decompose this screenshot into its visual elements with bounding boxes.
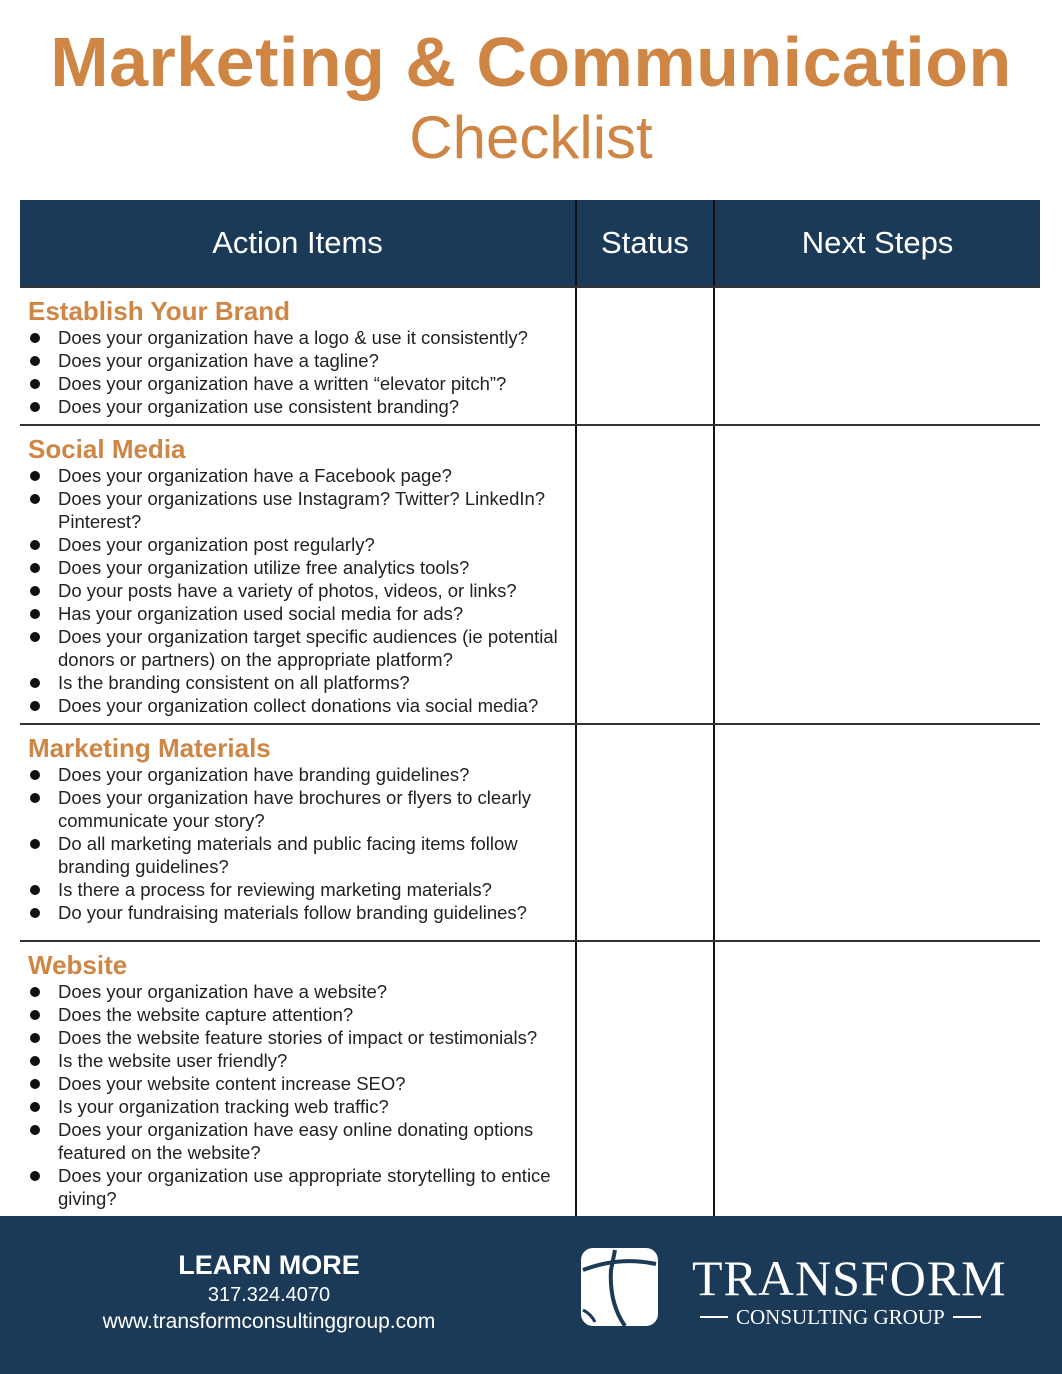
list-item [28, 901, 575, 924]
next-steps-cell[interactable] [715, 426, 1040, 723]
bullet-icon [30, 586, 40, 596]
list-item [28, 602, 575, 625]
footer [0, 1216, 1062, 1374]
logo-rule [953, 1316, 981, 1318]
checklist-table [20, 200, 1040, 1216]
item-text: Does your organization utilize free analytics tools? [58, 557, 470, 578]
logo-rule [700, 1316, 728, 1318]
section-heading: Social Media [28, 434, 186, 464]
list-item [28, 1049, 575, 1072]
logo-name: TRANSFORM [692, 1250, 1007, 1306]
item-list [28, 980, 575, 1210]
status-cell[interactable] [577, 426, 715, 723]
next-steps-cell[interactable] [715, 725, 1040, 940]
bullet-icon [30, 885, 40, 895]
item-text: Does your organization have a Facebook page? [58, 465, 452, 486]
bullet-icon [30, 1010, 40, 1020]
list-item [28, 1118, 575, 1164]
bullet-icon [30, 609, 40, 619]
item-text: Does your organization have brochures or flyers to clearly communicate your story? [58, 787, 532, 831]
page-subtitle: Checklist [409, 104, 653, 171]
list-item [28, 1072, 575, 1095]
header-next-steps: Next Steps [801, 225, 954, 260]
list-item [28, 395, 575, 418]
item-text: Does your organization collect donations via social media? [58, 695, 539, 716]
list-item [28, 1026, 575, 1049]
status-cell[interactable] [577, 725, 715, 940]
item-text: Do your posts have a variety of photos, videos, or links? [58, 580, 517, 601]
bullet-icon [30, 678, 40, 688]
list-item [28, 671, 575, 694]
item-text: Does your organization target specific audiences (ie potential donors or partners) on the appropriate platform? [58, 626, 558, 670]
item-text: Do your fundraising materials follow branding guidelines? [58, 902, 527, 923]
item-text: Does your organization have branding guidelines? [58, 764, 470, 785]
section-row [20, 286, 1040, 424]
phone-number: 317.324.4070 [207, 1284, 331, 1306]
action-items-cell [20, 942, 577, 1216]
transform-logo-icon [581, 1248, 658, 1326]
bullet-icon [30, 793, 40, 803]
bullet-icon [30, 908, 40, 918]
list-item [28, 1164, 575, 1210]
logo-subtitle: CONSULTING GROUP [736, 1305, 945, 1329]
item-text: Is the website user friendly? [58, 1050, 288, 1071]
item-text: Does your organization have a tagline? [58, 350, 379, 371]
item-text: Has your organization used social media for ads? [58, 603, 464, 624]
section-heading: Website [28, 950, 128, 980]
table-header [20, 200, 1040, 286]
list-item [28, 372, 575, 395]
action-items-cell [20, 288, 577, 424]
item-text: Is the branding consistent on all platforms? [58, 672, 410, 693]
item-text: Is there a process for reviewing marketing materials? [58, 879, 492, 900]
section-row [20, 723, 1040, 940]
item-text: Is your organization tracking web traffic? [58, 1096, 389, 1117]
item-text: Does your organization have a written “elevator pitch”? [58, 373, 507, 394]
bullet-icon [30, 540, 40, 550]
bullet-icon [30, 632, 40, 642]
status-cell[interactable] [577, 288, 715, 424]
list-item [28, 1003, 575, 1026]
section-heading: Marketing Materials [28, 733, 271, 763]
action-items-cell [20, 426, 577, 723]
website-link[interactable]: www.transformconsultinggroup.com [102, 1310, 436, 1333]
bullet-icon [30, 1102, 40, 1112]
list-item [28, 786, 575, 832]
status-cell[interactable] [577, 942, 715, 1216]
list-item [28, 832, 575, 878]
item-list [28, 326, 575, 418]
section-row [20, 424, 1040, 723]
item-text: Does your organizations use Instagram? Twitter? LinkedIn? Pinterest? [58, 488, 546, 532]
list-item [28, 556, 575, 579]
action-items-cell [20, 725, 577, 940]
item-list [28, 464, 575, 717]
bullet-icon [30, 471, 40, 481]
item-text: Does your organization use appropriate storytelling to entice giving? [58, 1165, 551, 1209]
next-steps-cell[interactable] [715, 288, 1040, 424]
bullet-icon [30, 563, 40, 573]
list-item [28, 694, 575, 717]
item-text: Does your website content increase SEO? [58, 1073, 406, 1094]
header-action-items: Action Items [20, 200, 577, 286]
bullet-icon [30, 494, 40, 504]
list-item [28, 349, 575, 372]
next-steps-cell[interactable] [715, 942, 1040, 1216]
list-item [28, 533, 575, 556]
section-heading: Establish Your Brand [28, 296, 290, 326]
item-text: Does your organization post regularly? [58, 534, 375, 555]
item-list [28, 763, 575, 924]
bullet-icon [30, 1079, 40, 1089]
bullet-icon [30, 1171, 40, 1181]
item-text: Does the website feature stories of impact or testimonials? [58, 1027, 538, 1048]
list-item [28, 464, 575, 487]
bullet-icon [30, 333, 40, 343]
list-item [28, 763, 575, 786]
bullet-icon [30, 1033, 40, 1043]
item-text: Does your organization use consistent branding? [58, 396, 460, 417]
list-item [28, 625, 575, 671]
bullet-icon [30, 379, 40, 389]
bullet-icon [30, 356, 40, 366]
item-text: Do all marketing materials and public facing items follow branding guidelines? [58, 833, 518, 877]
list-item [28, 326, 575, 349]
learn-more-label: LEARN MORE [178, 1250, 360, 1280]
item-text: Does your organization have a website? [58, 981, 388, 1002]
bullet-icon [30, 839, 40, 849]
list-item [28, 1095, 575, 1118]
item-text: Does the website capture attention? [58, 1004, 354, 1025]
item-text: Does your organization have easy online donating options featured on the website? [58, 1119, 534, 1163]
header-status: Status [577, 200, 715, 286]
list-item [28, 980, 575, 1003]
item-text: Does your organization have a logo & use it consistently? [58, 327, 528, 348]
bullet-icon [30, 701, 40, 711]
section-row [20, 940, 1040, 1216]
list-item [28, 878, 575, 901]
list-item [28, 487, 575, 533]
bullet-icon [30, 402, 40, 412]
bullet-icon [30, 1056, 40, 1066]
list-item [28, 579, 575, 602]
bullet-icon [30, 987, 40, 997]
bullet-icon [30, 1125, 40, 1135]
bullet-icon [30, 770, 40, 780]
page-title: Marketing & Communication [50, 23, 1012, 101]
